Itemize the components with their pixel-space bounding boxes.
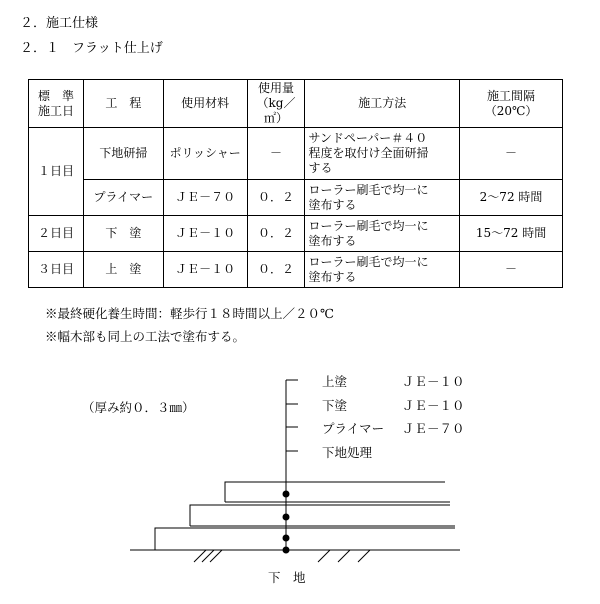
- cell-method: ローラー刷毛で均一に 塗布する: [305, 252, 460, 288]
- cell-interval: 2～72 時間: [460, 180, 563, 216]
- cell-material: ＪＥ－７０: [163, 180, 247, 216]
- cell-amount: ０．２: [247, 180, 305, 216]
- cell-process: 下 塗: [83, 216, 163, 252]
- cell-method: ローラー刷毛で均一に 塗布する: [305, 180, 460, 216]
- layer-material-primer: ＪＥ－７０: [402, 421, 465, 436]
- cell-process: 上 塗: [83, 252, 163, 288]
- header-material: 使用材料: [163, 80, 247, 128]
- cell-interval: 15～72 時間: [460, 216, 563, 252]
- table-header-row: [29, 80, 563, 128]
- header-method: 施工方法: [305, 80, 460, 128]
- header-day: 標 準 施工日: [29, 80, 84, 128]
- cell-day: １日目: [29, 128, 84, 216]
- layer-dot: [283, 514, 290, 521]
- table-row: [29, 128, 563, 180]
- note-curing: ※最終硬化養生時間：軽歩行１８時間以上／２０℃: [45, 306, 334, 321]
- layer-dot: [283, 535, 290, 542]
- cell-amount: ０．２: [247, 216, 305, 252]
- section-heading: ２．施工仕様: [20, 16, 99, 31]
- layer-diagram-drawing: [0, 360, 600, 600]
- cell-material: ＪＥ－１０: [163, 216, 247, 252]
- layer-dot: [283, 547, 290, 554]
- subsection-heading: ２．１ フラット仕上げ: [20, 41, 163, 56]
- layer-name-topcoat: 上塗: [322, 374, 348, 389]
- base-label: 下 地: [268, 570, 306, 585]
- table-row: [29, 180, 563, 216]
- layer-name-undercoat: 下塗: [322, 398, 348, 413]
- layer-dot: [283, 491, 290, 498]
- cell-interval: －: [460, 128, 563, 180]
- table-row: [29, 216, 563, 252]
- cell-process: プライマー: [83, 180, 163, 216]
- note-baseboard: ※幅木部も同上の工法で塗布する。: [45, 329, 246, 344]
- cell-method: サンドペーパー＃４０ 程度を取付け全面研掃 する: [305, 128, 460, 180]
- spec-table: [28, 79, 563, 288]
- thickness-label: （厚み約０．３㎜）: [82, 400, 195, 415]
- layer-name-substrate-prep: 下地処理: [322, 445, 373, 460]
- layer-name-primer: プライマー: [322, 421, 385, 436]
- cell-process: 下地研掃: [83, 128, 163, 180]
- cell-amount: －: [247, 128, 305, 180]
- header-process: 工 程: [83, 80, 163, 128]
- cell-amount: ０．２: [247, 252, 305, 288]
- cell-material: ＪＥ－１０: [163, 252, 247, 288]
- cell-material: ポリッシャー: [163, 128, 247, 180]
- cell-day: ３日目: [29, 252, 84, 288]
- cell-interval: －: [460, 252, 563, 288]
- header-amount: 使用量 （kg／㎡）: [247, 80, 305, 128]
- layer-material-topcoat: ＪＥ－１０: [402, 374, 465, 389]
- layer-diagram: [0, 360, 600, 600]
- layer-material-undercoat: ＪＥ－１０: [402, 398, 465, 413]
- header-interval: 施工間隔 （20℃）: [460, 80, 563, 128]
- table-row: [29, 252, 563, 288]
- cell-day: ２日目: [29, 216, 84, 252]
- cell-method: ローラー刷毛で均一に 塗布する: [305, 216, 460, 252]
